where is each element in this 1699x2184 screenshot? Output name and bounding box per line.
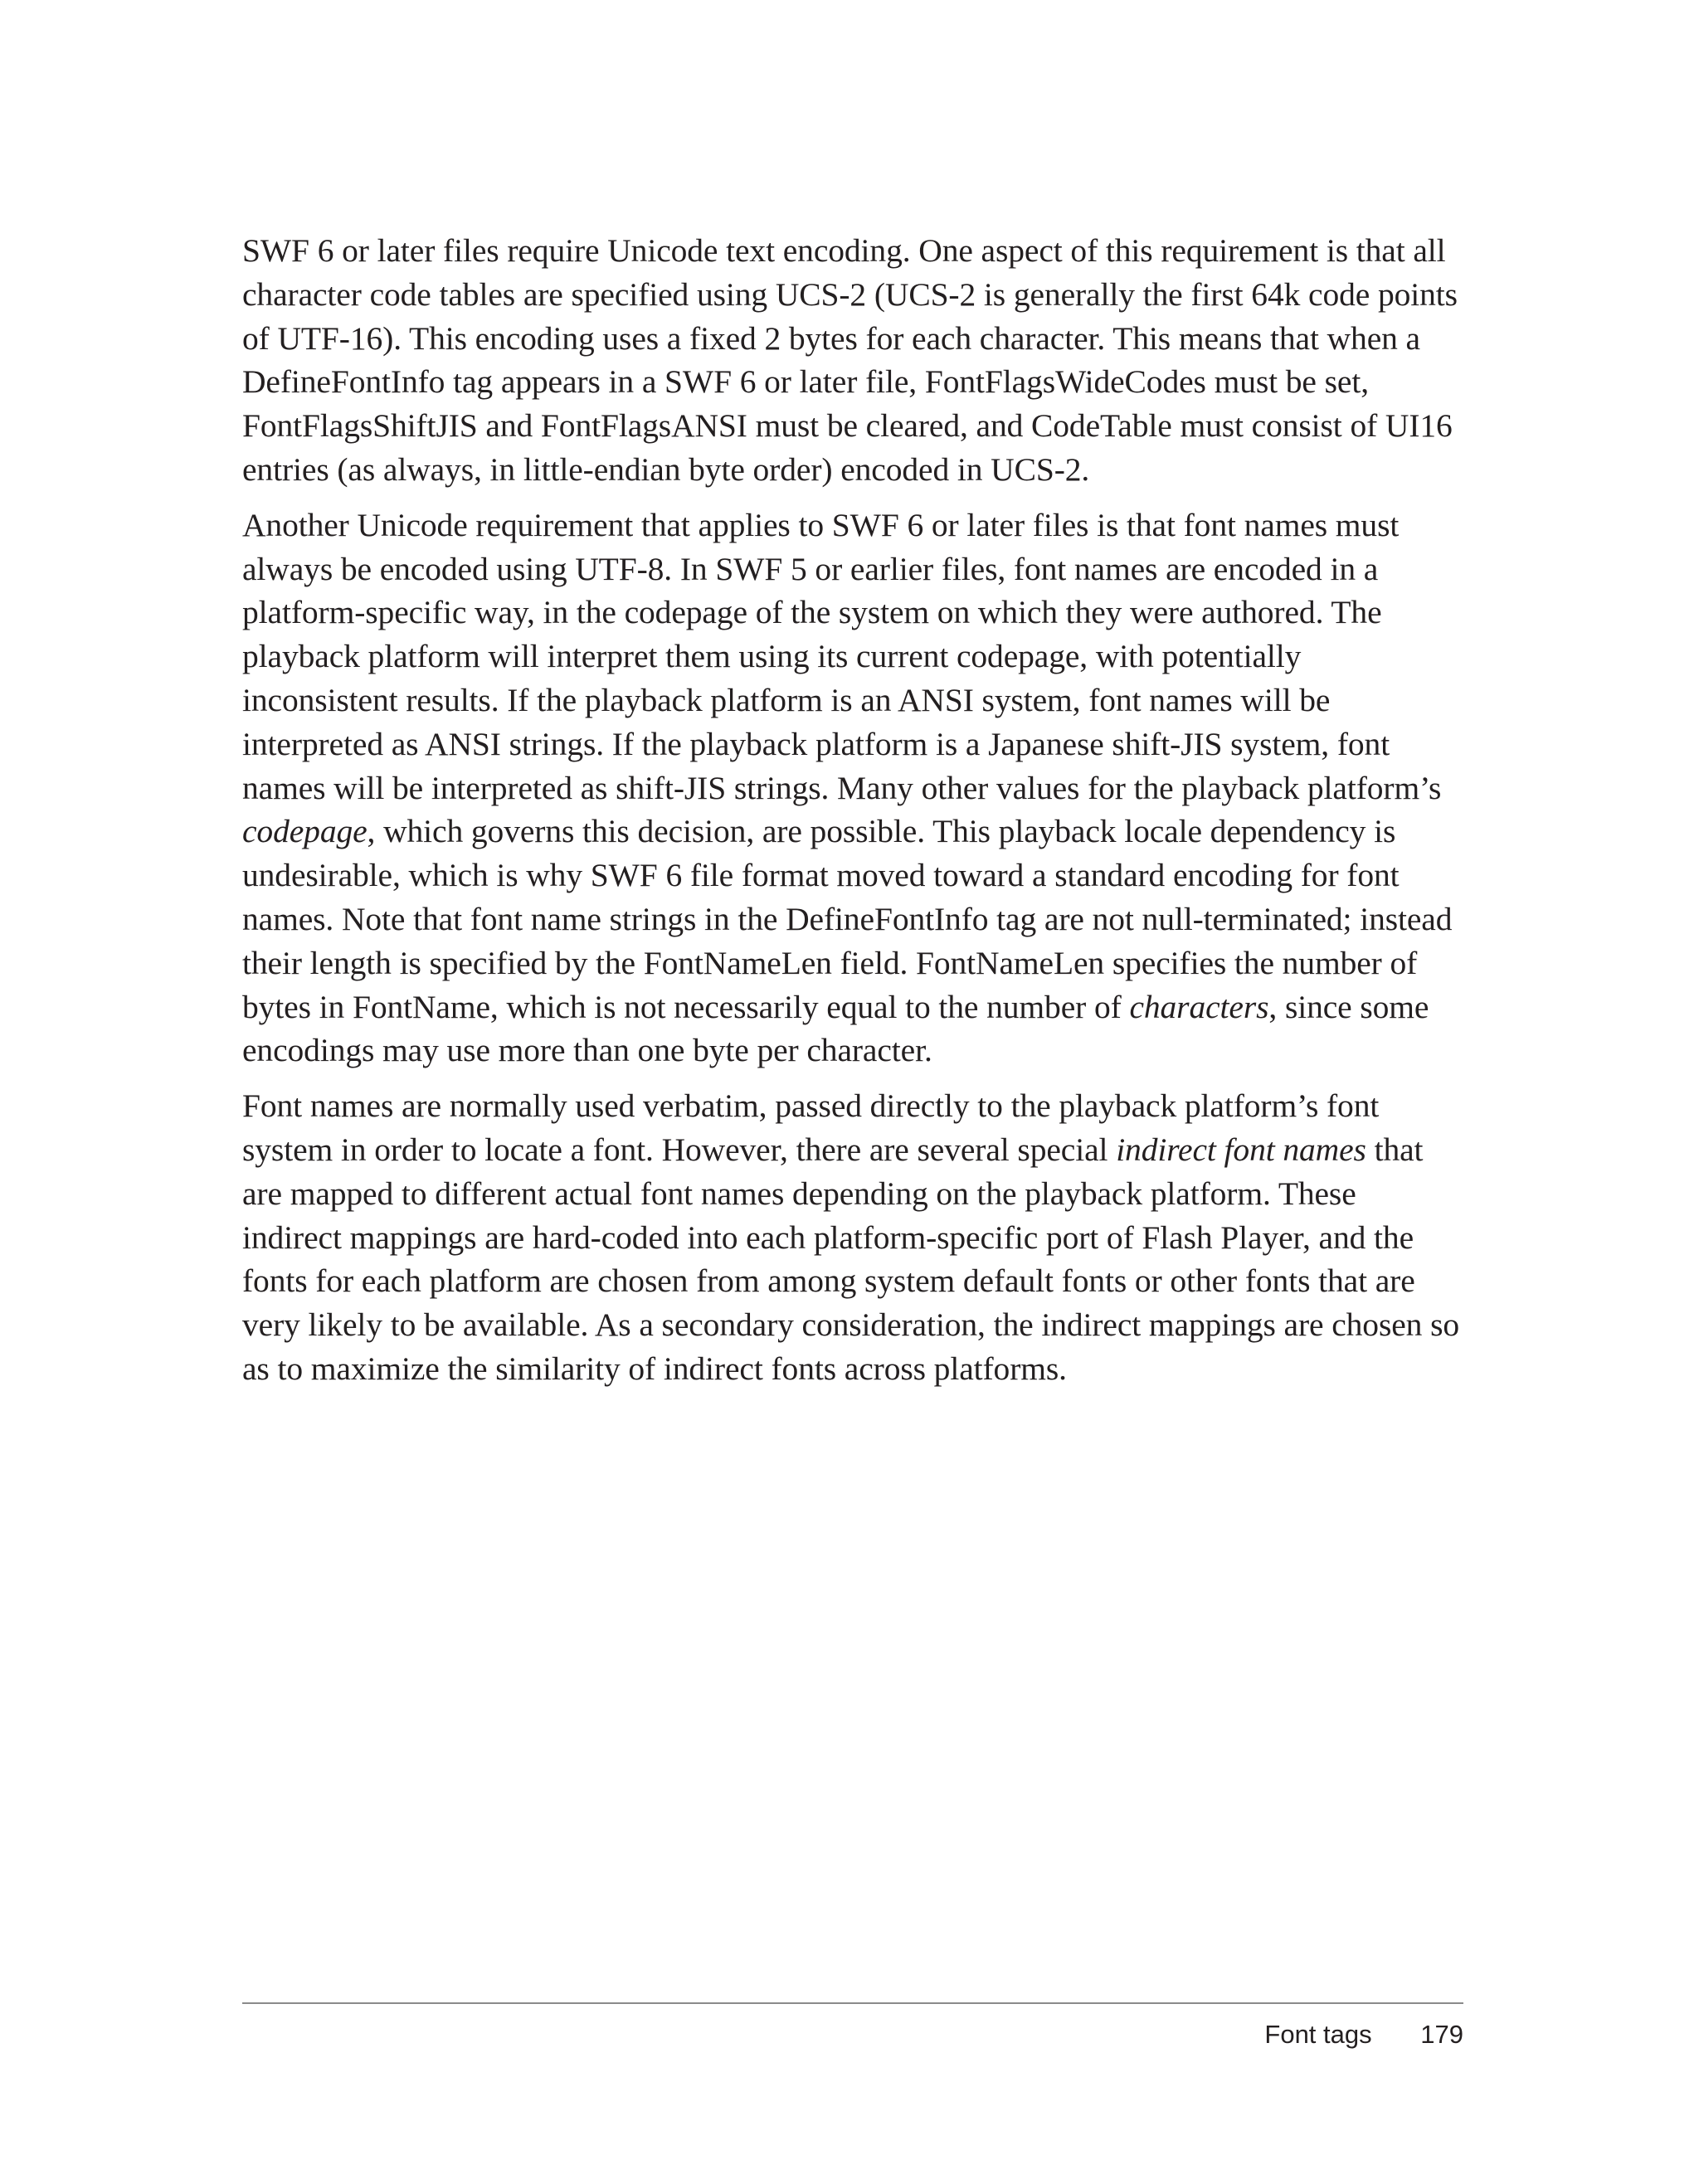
paragraph-text-segment: Font names are normally used verbatim, passed directly to the playback platform’s font system in order to locate a font. However, there are several special bbox=[242, 1087, 1380, 1168]
paragraph-unicode-encoding: SWF 6 or later files require Unicode text encoding. One aspect of this requirement is that all character code tables are specified using UCS-2 (UCS-2 is generally the first 64k code points of UTF-16). This encoding uses a fixed 2 bytes for each character. This means that when a DefineFontInfo tag appears in a SWF 6 or later file, FontFlagsWideCodes must be set, FontFlagsShiftJIS and FontFlagsANSI must be cleared, and CodeTable must consist of UI16 entries (as always, in little-endian byte order) encoded in UCS-2. bbox=[242, 232, 1458, 488]
emphasis-characters: characters bbox=[1129, 988, 1269, 1025]
emphasis-codepage: codepage bbox=[242, 813, 368, 850]
running-footer-section: Font tags bbox=[1264, 2020, 1372, 2049]
paragraph-text-segment: that are mapped to different actual font names depending on the playback platform. These indirect mappings are hard-coded into each platform-specific port of Flash Player, and the fonts for each platform are chosen from among system default fonts or other fonts that are very likely to be available. As a secondary consideration, the indirect mappings are chosen so as to maximize the similarity of indirect fonts across platforms. bbox=[242, 1131, 1459, 1387]
paragraph-text-segment: Another Unicode requirement that applies to SWF 6 or later files is that font names must always be encoded using UTF-8. In SWF 5 or earlier files, font names are encoded in a platform-specific way, in the codepage of the system on which they were authored. The playback platform will interpret them using its current codepage, with potentially inconsistent results. If the playback platform is an ANSI system, font names will be interpreted as ANSI strings. If the playback platform is a Japanese shift-JIS system, font names will be interpreted as shift-JIS strings. Many other values for the playback platform’s bbox=[242, 506, 1442, 806]
paragraph-font-name-encoding bbox=[242, 503, 1463, 1073]
paragraph-text-segment: , which governs this decision, are possible. This playback locale dependency is undesirable, which is why SWF 6 file format moved toward a standard encoding for font names. Note that font name strings in the DefineFontInfo tag are not null-terminated; instead their length is specified by the FontNameLen field. FontNameLen specifies the number of bytes in FontName, which is not necessarily equal to the number of bbox=[242, 813, 1453, 1025]
page-number: 179 bbox=[1420, 2020, 1463, 2049]
body-text bbox=[242, 229, 1463, 1403]
paragraph-indirect-font-names bbox=[242, 1084, 1463, 1391]
footer-divider bbox=[242, 2002, 1463, 2004]
paragraph-text-segment: , since some encodings may use more than one byte per character. bbox=[242, 988, 1429, 1069]
page-footer bbox=[242, 2018, 1463, 2051]
emphasis-indirect-font-names: indirect font names bbox=[1116, 1131, 1366, 1168]
